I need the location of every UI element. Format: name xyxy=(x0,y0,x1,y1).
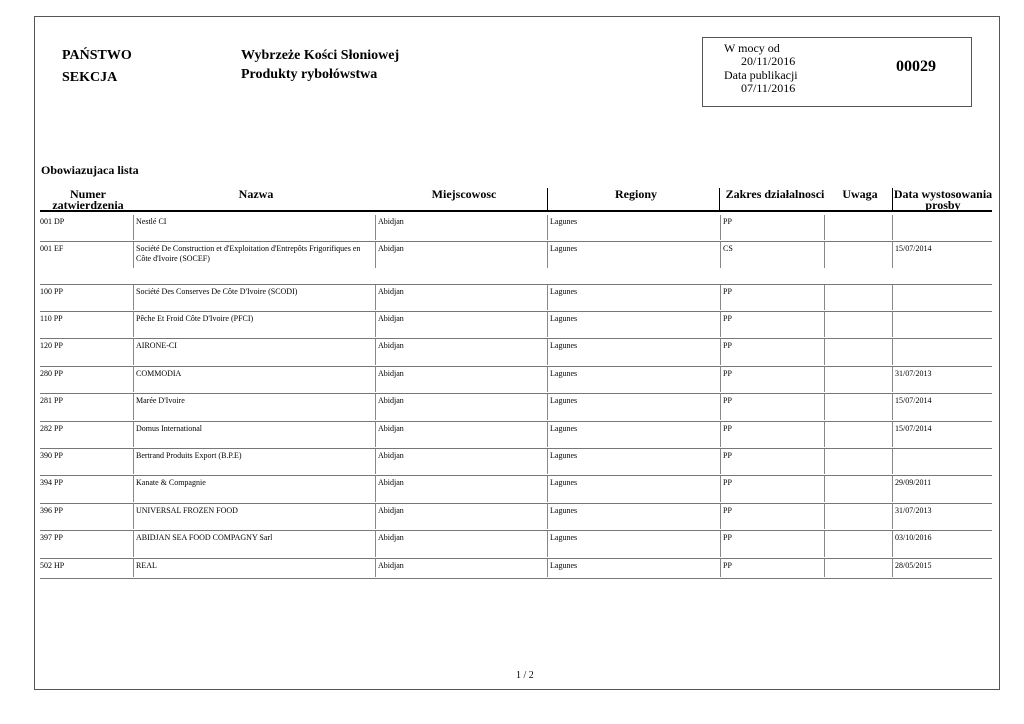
column-divider xyxy=(133,559,134,577)
col-header-name: Nazwa xyxy=(238,187,274,201)
column-divider xyxy=(133,449,134,474)
cell-name: ABIDJAN SEA FOOD COMPAGNY Sarl xyxy=(136,533,273,542)
cell-date: 31/07/2013 xyxy=(895,506,932,515)
column-divider xyxy=(892,449,893,474)
column-divider xyxy=(824,504,825,529)
column-divider xyxy=(720,531,721,557)
table-row xyxy=(40,531,992,559)
cell-region: Lagunes xyxy=(550,287,578,296)
cell-name: Société De Construction et d'Exploitation d'Entrepôts Frigorifiques en Côte d'Ivoire (SOCEF) xyxy=(136,244,361,263)
cell-city: Abidjan xyxy=(378,478,404,487)
row-rule xyxy=(40,578,992,579)
column-divider xyxy=(375,339,376,365)
column-divider xyxy=(375,559,376,577)
table-row xyxy=(40,339,992,367)
column-divider xyxy=(547,531,548,557)
cell-activity: PP xyxy=(723,341,732,350)
col-header-activity: Zakres działalnosci xyxy=(725,187,825,201)
column-divider xyxy=(547,215,548,240)
cell-city: Abidjan xyxy=(378,533,404,542)
validity-box xyxy=(702,37,972,107)
cell-region: Lagunes xyxy=(550,369,578,378)
cell-region: Lagunes xyxy=(550,561,578,570)
column-divider xyxy=(375,422,376,447)
table-row xyxy=(40,215,992,242)
page-number: 1 / 2 xyxy=(516,670,534,681)
column-divider xyxy=(133,339,134,365)
cell-name: COMMODIA xyxy=(136,369,182,378)
cell-city: Abidjan xyxy=(378,369,404,378)
section-value: Produkty rybołówstwa xyxy=(241,67,378,82)
cell-number: 001 EF xyxy=(40,244,64,253)
cell-city: Abidjan xyxy=(378,244,404,253)
column-divider xyxy=(375,394,376,420)
effective-label: W mocy od xyxy=(724,41,780,55)
table-row xyxy=(40,312,992,339)
column-divider xyxy=(824,339,825,365)
table-row xyxy=(40,242,992,285)
column-divider xyxy=(133,242,134,268)
column-divider xyxy=(547,367,548,392)
column-divider xyxy=(824,215,825,240)
effective-date: 20/11/2016 xyxy=(741,54,796,68)
header-rule xyxy=(40,210,992,212)
cell-date: 15/07/2014 xyxy=(895,424,932,433)
document-code: 00029 xyxy=(896,58,936,75)
column-divider xyxy=(824,367,825,392)
cell-activity: PP xyxy=(723,451,732,460)
column-divider xyxy=(720,394,721,420)
cell-activity: PP xyxy=(723,478,732,487)
column-divider xyxy=(375,285,376,310)
column-divider xyxy=(720,476,721,502)
column-divider xyxy=(133,394,134,420)
column-divider xyxy=(720,285,721,310)
cell-number: 001 DP xyxy=(40,217,65,226)
cell-region: Lagunes xyxy=(550,314,578,323)
cell-activity: PP xyxy=(723,314,732,323)
column-divider xyxy=(547,285,548,310)
cell-region: Lagunes xyxy=(550,478,578,487)
column-divider xyxy=(720,215,721,240)
cell-city: Abidjan xyxy=(378,396,404,405)
column-divider xyxy=(892,285,893,310)
column-divider xyxy=(547,339,548,365)
col-header-remark: Uwaga xyxy=(842,187,878,201)
cell-region: Lagunes xyxy=(550,396,578,405)
column-divider xyxy=(133,476,134,502)
column-divider xyxy=(375,367,376,392)
column-divider xyxy=(547,449,548,474)
cell-activity: PP xyxy=(723,533,732,542)
column-divider xyxy=(892,312,893,337)
column-divider xyxy=(133,312,134,337)
column-divider xyxy=(720,449,721,474)
column-divider xyxy=(824,285,825,310)
column-divider xyxy=(133,215,134,240)
column-divider xyxy=(547,242,548,268)
cell-region: Lagunes xyxy=(550,244,578,253)
cell-city: Abidjan xyxy=(378,217,404,226)
table-row xyxy=(40,422,992,449)
column-divider xyxy=(892,531,893,557)
column-divider xyxy=(720,559,721,577)
column-divider xyxy=(892,559,893,577)
cell-city: Abidjan xyxy=(378,341,404,350)
cell-activity: CS xyxy=(723,244,733,253)
cell-region: Lagunes xyxy=(550,217,578,226)
column-divider xyxy=(133,422,134,447)
column-divider xyxy=(824,394,825,420)
list-title: Obowiazujaca lista xyxy=(41,163,139,177)
cell-region: Lagunes xyxy=(550,506,578,515)
column-divider xyxy=(892,394,893,420)
cell-date: 28/05/2015 xyxy=(895,561,932,570)
cell-name: Kanate & Compagnie xyxy=(136,478,206,487)
column-divider xyxy=(892,504,893,529)
cell-region: Lagunes xyxy=(550,533,578,542)
column-divider xyxy=(824,312,825,337)
cell-name: Domus International xyxy=(136,424,202,433)
cell-number: 110 PP xyxy=(40,314,63,323)
column-divider xyxy=(547,504,548,529)
column-divider xyxy=(720,504,721,529)
table-row xyxy=(40,394,992,422)
cell-number: 397 PP xyxy=(40,533,63,542)
cell-name: Pêche Et Froid Côte D'Ivoire (PFCI) xyxy=(136,314,254,323)
column-divider xyxy=(892,422,893,447)
cell-activity: PP xyxy=(723,369,732,378)
cell-number: 396 PP xyxy=(40,506,63,515)
table-row xyxy=(40,285,992,312)
cell-activity: PP xyxy=(723,424,732,433)
column-divider xyxy=(133,367,134,392)
table-row xyxy=(40,476,992,504)
cell-number: 282 PP xyxy=(40,424,63,433)
column-divider xyxy=(892,339,893,365)
column-divider xyxy=(892,476,893,502)
cell-activity: PP xyxy=(723,396,732,405)
column-divider xyxy=(892,367,893,392)
cell-region: Lagunes xyxy=(550,424,578,433)
header-divider xyxy=(547,188,548,210)
table-row xyxy=(40,449,992,476)
column-divider xyxy=(824,476,825,502)
column-divider xyxy=(720,422,721,447)
column-divider xyxy=(375,531,376,557)
column-divider xyxy=(892,242,893,268)
column-divider xyxy=(547,312,548,337)
cell-activity: PP xyxy=(723,287,732,296)
cell-number: 390 PP xyxy=(40,451,63,460)
column-divider xyxy=(547,559,548,577)
col-header-number: Numer zatwierdzenia xyxy=(52,187,124,212)
cell-activity: PP xyxy=(723,561,732,570)
column-divider xyxy=(375,449,376,474)
cell-city: Abidjan xyxy=(378,451,404,460)
cell-date: 15/07/2014 xyxy=(895,244,932,253)
cell-name: Marée D'Ivoire xyxy=(136,396,185,405)
table-row xyxy=(40,367,992,394)
cell-date: 03/10/2016 xyxy=(895,533,932,542)
cell-name: Société Des Conserves De Côte D'Ivoire (SCODI) xyxy=(136,287,298,296)
cell-region: Lagunes xyxy=(550,451,578,460)
col-header-region: Regiony xyxy=(615,187,657,201)
column-divider xyxy=(824,531,825,557)
cell-region: Lagunes xyxy=(550,341,578,350)
column-divider xyxy=(375,504,376,529)
cell-number: 281 PP xyxy=(40,396,63,405)
column-divider xyxy=(824,242,825,268)
table-row xyxy=(40,504,992,531)
cell-name: Bertrand Produits Export (B.P.E) xyxy=(136,451,242,460)
column-divider xyxy=(375,312,376,337)
col-header-date: Data wystosowania prosby xyxy=(893,187,993,212)
column-divider xyxy=(375,476,376,502)
column-divider xyxy=(133,531,134,557)
column-divider xyxy=(720,242,721,268)
table-row xyxy=(40,559,992,579)
column-divider xyxy=(892,215,893,240)
cell-number: 502 HP xyxy=(40,561,65,570)
cell-number: 100 PP xyxy=(40,287,63,296)
column-divider xyxy=(547,422,548,447)
col-header-city: Miejscowosc xyxy=(431,187,497,201)
column-divider xyxy=(824,449,825,474)
column-divider xyxy=(720,312,721,337)
cell-date: 15/07/2014 xyxy=(895,396,932,405)
cell-city: Abidjan xyxy=(378,287,404,296)
column-divider xyxy=(133,504,134,529)
cell-number: 120 PP xyxy=(40,341,63,350)
cell-name: AIRONE-CI xyxy=(136,341,177,350)
cell-name: Nestlé CI xyxy=(136,217,167,226)
header-divider xyxy=(892,188,893,210)
column-divider xyxy=(720,367,721,392)
column-divider xyxy=(824,422,825,447)
cell-number: 280 PP xyxy=(40,369,63,378)
cell-activity: PP xyxy=(723,217,732,226)
cell-name: REAL xyxy=(136,561,157,570)
cell-activity: PP xyxy=(723,506,732,515)
column-divider xyxy=(133,285,134,310)
cell-city: Abidjan xyxy=(378,314,404,323)
cell-city: Abidjan xyxy=(378,424,404,433)
column-divider xyxy=(720,339,721,365)
cell-city: Abidjan xyxy=(378,561,404,570)
publication-label: Data publikacji xyxy=(724,68,798,82)
cell-city: Abidjan xyxy=(378,506,404,515)
section-label: SEKCJA xyxy=(62,70,118,85)
cell-name: UNIVERSAL FROZEN FOOD xyxy=(136,506,238,515)
cell-number: 394 PP xyxy=(40,478,63,487)
cell-date: 31/07/2013 xyxy=(895,369,932,378)
country-value: Wybrzeże Kości Słoniowej xyxy=(241,48,400,63)
column-divider xyxy=(547,476,548,502)
header-divider xyxy=(719,188,720,210)
country-label: PAŃSTWO xyxy=(62,48,132,63)
cell-date: 29/09/2011 xyxy=(895,478,932,487)
column-divider xyxy=(547,394,548,420)
column-divider xyxy=(375,242,376,268)
column-divider xyxy=(375,215,376,240)
column-divider xyxy=(824,559,825,577)
publication-date: 07/11/2016 xyxy=(741,81,796,95)
